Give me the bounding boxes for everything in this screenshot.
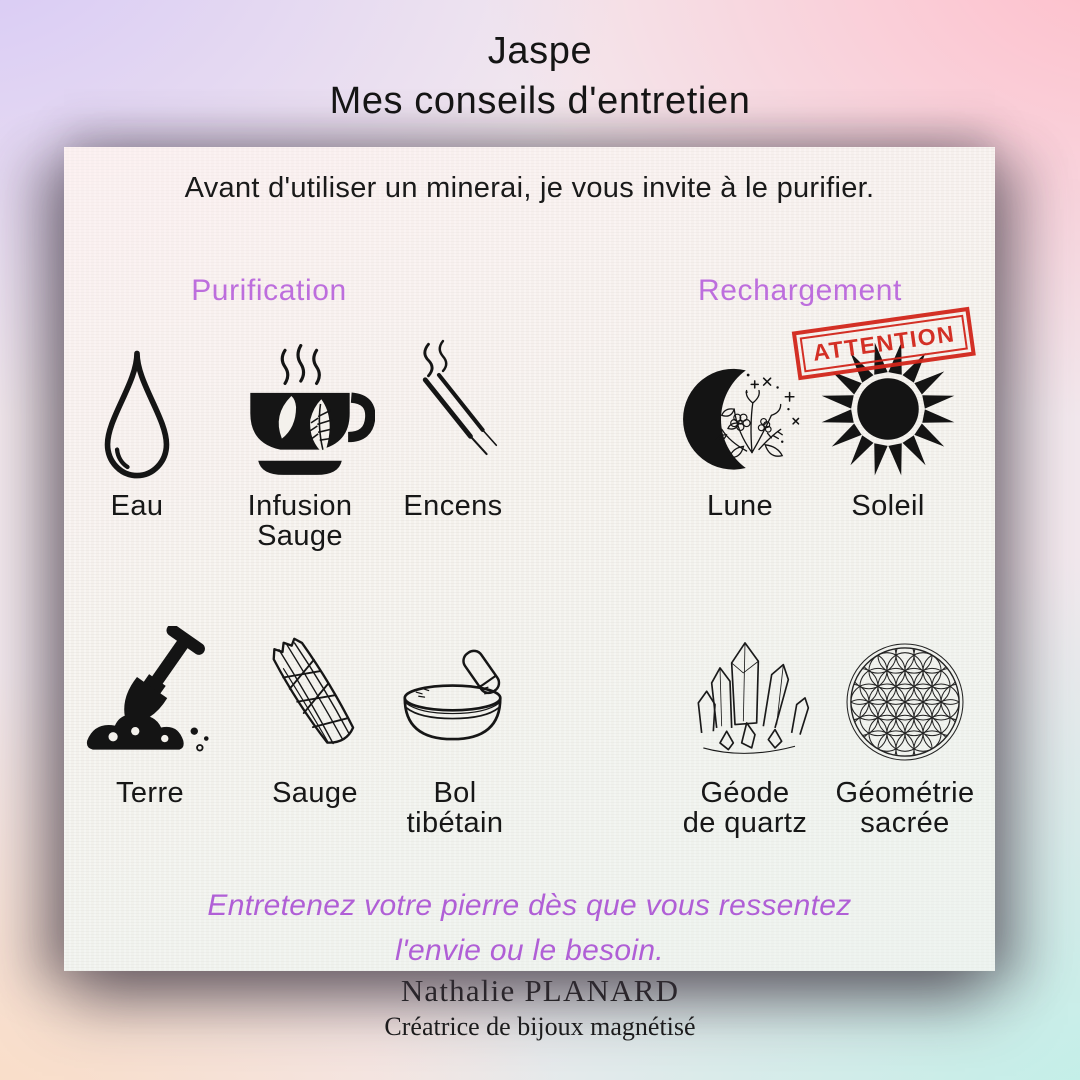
item-label: Encens	[403, 490, 503, 522]
signature-block	[0, 973, 1080, 1042]
quartz-geode-icon	[670, 631, 820, 769]
item-geode-iconbox	[670, 621, 820, 769]
item-label: Lune	[706, 490, 774, 522]
page-title-line2: Mes conseils d'entretien	[329, 80, 751, 123]
section-header-purification: Purification	[191, 274, 347, 307]
advice-card	[64, 147, 995, 971]
item-label-line: tibétain	[406, 806, 504, 839]
attention-stamp-text: ATTENTION	[800, 315, 969, 373]
item-encens-iconbox	[401, 327, 506, 482]
signature-name: Nathalie PLANARD	[400, 973, 680, 1008]
item-soleil	[788, 320, 988, 522]
tibetan-bowl-icon	[385, 645, 525, 769]
item-label-line: sacrée	[860, 806, 950, 839]
section-header-rechargement: Rechargement	[698, 274, 902, 307]
page-title-line1: Jaspe	[487, 30, 593, 72]
item-geometrie-sacree	[805, 621, 1005, 838]
item-label	[683, 779, 808, 838]
item-label: Soleil	[851, 490, 925, 522]
care-note	[64, 883, 995, 973]
item-label-line: Géométrie	[835, 777, 975, 809]
shovel-earth-icon	[76, 626, 224, 769]
item-label: Eau	[110, 490, 164, 522]
item-bol-iconbox	[385, 621, 525, 769]
item-label-line: de quartz	[682, 806, 808, 839]
signature-tagline: Créatrice de bijoux magnétisé	[384, 1012, 696, 1041]
care-note-line1: Entretenez votre pierre dès que vous ressentez	[207, 889, 852, 922]
item-label	[836, 779, 975, 838]
item-label	[248, 492, 353, 551]
item-terre-iconbox	[76, 621, 224, 769]
item-encens	[353, 327, 553, 522]
flower-of-life-icon	[838, 635, 972, 769]
item-bol-tibetain	[355, 621, 555, 838]
item-label: Terre	[115, 777, 185, 809]
water-drop-icon	[98, 347, 176, 482]
care-note-line2: l'envie ou le besoin.	[395, 934, 664, 967]
page-title	[0, 26, 1080, 126]
item-label-line: Bol	[433, 777, 477, 809]
item-label-line: Infusion	[247, 490, 353, 522]
item-label-line: Géode	[700, 777, 790, 809]
item-eau-iconbox	[98, 327, 176, 482]
intro-text: Avant d'utiliser un minerai, je vous invite à le purifier.	[184, 172, 875, 204]
item-label	[407, 779, 504, 838]
item-geometrie-iconbox	[838, 621, 972, 769]
item-label-line: Sauge	[257, 519, 343, 552]
item-label: Sauge	[272, 777, 358, 809]
incense-sticks-icon	[401, 327, 506, 473]
